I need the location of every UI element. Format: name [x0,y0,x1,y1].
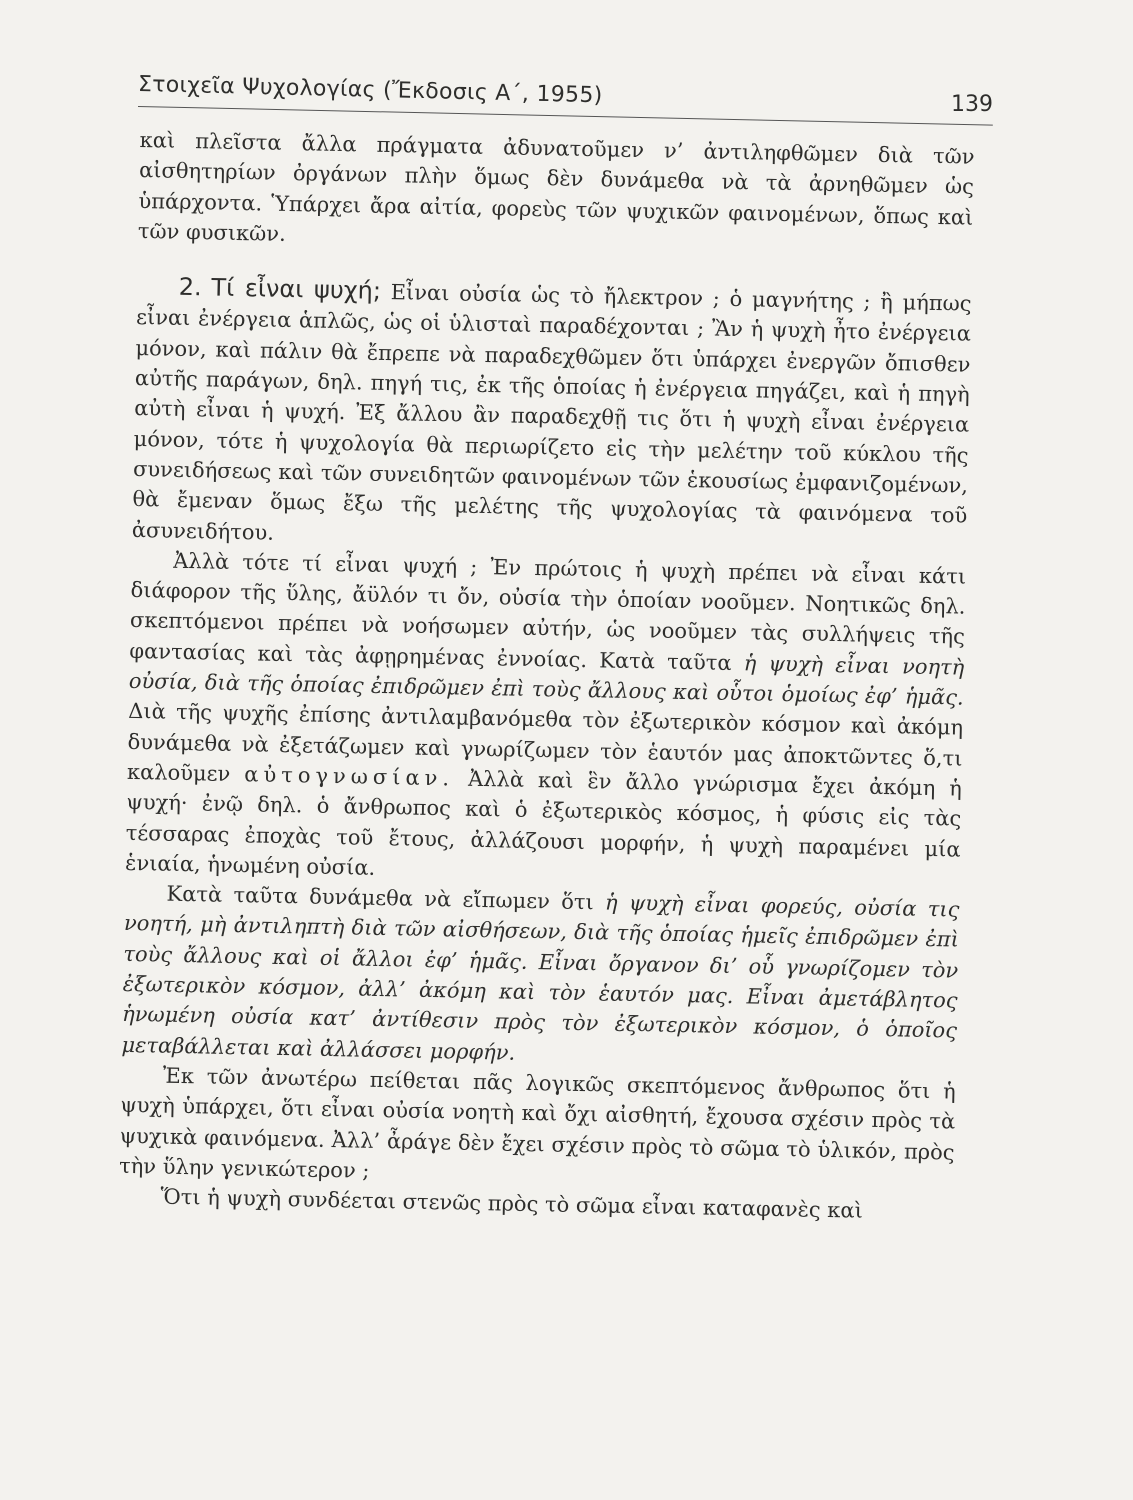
page-number: 139 [951,92,993,117]
italic-definition: ἡ ψυχὴ εἶναι νοητὴ οὐσία, διὰ τῆς ὁποίας ἐπιδρῶμεν ἐπὶ τοὺς ἄλλους καὶ οὗτοι ὁμοίως ἐφ’ ἡμᾶς. [128,650,965,710]
paragraph: Ἐκ τῶν ἀνωτέρω πείθεται πᾶς λογικῶς σκεπτόμενος ἄνθρωπος ὅτι ἡ ψυχὴ ὑπάρχει, ὅτι εἶναι οὐσία νοητὴ καὶ ὄχι αἰσθητή, ἔχουσα σχέσιν πρὸς τὰ ψυχικὰ φαινόμενα. Ἀλλ’ ἆράγε δὲν ἔχει σχέσιν πρὸς τὸ σῶμα τὸ ὑλικόν, πρὸς τὴν ὕλην γενικώτερον ; [118,1063,957,1183]
spaced-term: αὐτογνωσίαν. [244,762,455,791]
section-text: Εἶναι οὐσία ὡς τὸ ἤλεκτρον ; ὁ μαγνήτης ; ἢ μήπως εἶναι ἐνέργεια ἁπλῶς, ὡς οἱ ὑλισταὶ παραδέχονται ; Ἂν ἡ ψυχὴ ἦτο ἐνέργεια μόνον, καὶ πάλιν θὰ ἔπρεπε νὰ παραδεχθῶμεν ὅτι ὑπάρχει ἐνεργῶν ὄπισθεν αὐτῆς παράγων, δηλ. πηγή τις, ἐκ τῆς ὁποίας ἡ ἐνέργεια πηγάζει, καὶ ἡ πηγὴ αὐτὴ εἶναι ἡ ψυχή. Ἐξ ἄλλου ἂν παραδεχθῇ τις ὅτι ἡ ψυχὴ εἶναι ἐνέργεια μόνον, τότε ἡ ψυχολογία θὰ περιωρίζετο εἰς τὴν μελέτην τοῦ κύκλου τῆς συνειδήσεως καὶ τῶν συνειδητῶν φαινομένων τῶν ἑκουσίως ἐμφανιζομένων, θὰ ἔμεναν ὅμως ἔξω τῆς μελέτης τῆς ψυχολογίας τὰ φαινόμενα τοῦ ἀσυνειδήτου. [131,280,972,545]
paragraph-text: Ἀλλὰ καὶ ἓν ἄλλο γνώρισμα ἔχει ἀκόμη ἡ ψυχή· ἐνῷ δηλ. ὁ ἄνθρωπος καὶ ὁ ἐξωτερικὸς κόσμος, ἡ φύσις εἰς τὰς τέσσαρας ἐποχὰς τοῦ ἔτους, ἀλλάζουσι μορφήν, ἡ ψυχὴ παραμένει μία ἑνιαία, ἡνωμένη οὐσία. [124,766,963,880]
italic-definition: ἡ ψυχὴ εἶναι φορεύς, οὐσία τις νοητή, μὴ ἀντιληπτὴ διὰ τῶν αἰσθήσεων, διὰ τῆς ὁποίας ἡμεῖς ἐπιδρῶμεν ἐπὶ τοὺς ἄλλους καὶ οἱ ἄλλοι ἐφ’ ἡμᾶς. Εἶναι ὄργανον δι’ οὗ γνωρίζομεν τὸν ἐξωτερικὸν κόσμον, ἀλλ’ ἀκόμη καὶ τὸν ἑαυτόν μας. Εἶναι ἀμετάβλητος ἡνωμένη οὐσία κατ’ ἀντίθεσιν πρὸς τὸν ἐξωτερικὸν κόσμον, ὁ ὁποῖος μεταβάλλεται καὶ ἀλλάσσει μορφήν. [121,890,960,1065]
paragraph: Ὅτι ἡ ψυχὴ συνδέεται στενῶς πρὸς τὸ σῶμα εἶναι καταφανὲς καὶ [160,1184,864,1223]
page-header [138,64,993,124]
paragraph-text: Κατὰ ταῦτα δυνάμεθα νὰ εἴπωμεν ὅτι [166,881,594,915]
body-text [118,125,975,1228]
section-title: Τί εἶναι ψυχή; [211,273,382,306]
section-paragraph [132,271,972,561]
paragraph-text: Ἀλλὰ τότε τί εἶναι ψυχή ; Ἐν πρώτοις ἡ ψυχὴ πρέπει νὰ εἶναι κάτι διάφορον τῆς ὕλης, ἄϋλόν τι ὄν, οὐσία τὴν ὁποίαν νοοῦμεν. Νοητικῶς δηλ. σκεπτόμενοι πρέπει νὰ νοήσωμεν αὐτήν, ὡς νοοῦμεν τὰς συλλήψεις τῆς φαντασίας καὶ τὰς ἀφῃρημένας ἐννοίας. Κατὰ ταῦτα [129,548,967,675]
paragraph: καὶ πλεῖστα ἄλλα πράγματα ἀδυνατοῦμεν ν’ ἀντιληφθῶμεν διὰ τῶν αἰσθητηρίων ὀργάνων πλὴν ὅμως δὲν δυνάμεθα νὰ τὰ ἀρνηθῶμεν ὡς ὑπάρχοντα. Ὑπάρχει ἄρα αἰτία, φορεὺς τῶν ψυχικῶν φαινομένων, ὅπως καὶ τῶν φυσικῶν. [137,127,975,246]
paragraph-text: Διὰ τῆς ψυχῆς ἐπίσης ἀντιλαμβανόμεθα τὸν ἐξωτερικὸν κόσμον καὶ ἀκόμη δυνάμεθα νὰ ἐξετάζωμεν καὶ γνωρίζωμεν τὸν ἑαυτόν μας ἀποκτῶντες ὅ,τι καλοῦμεν [126,699,964,786]
running-title: Στοιχεῖα Ψυχολογίας (Ἔκδοσις Α΄, 1955) [137,72,603,109]
paragraph [125,545,967,895]
header-rule [138,106,993,126]
section-number: 2. [178,273,202,302]
paragraph [121,878,959,1077]
